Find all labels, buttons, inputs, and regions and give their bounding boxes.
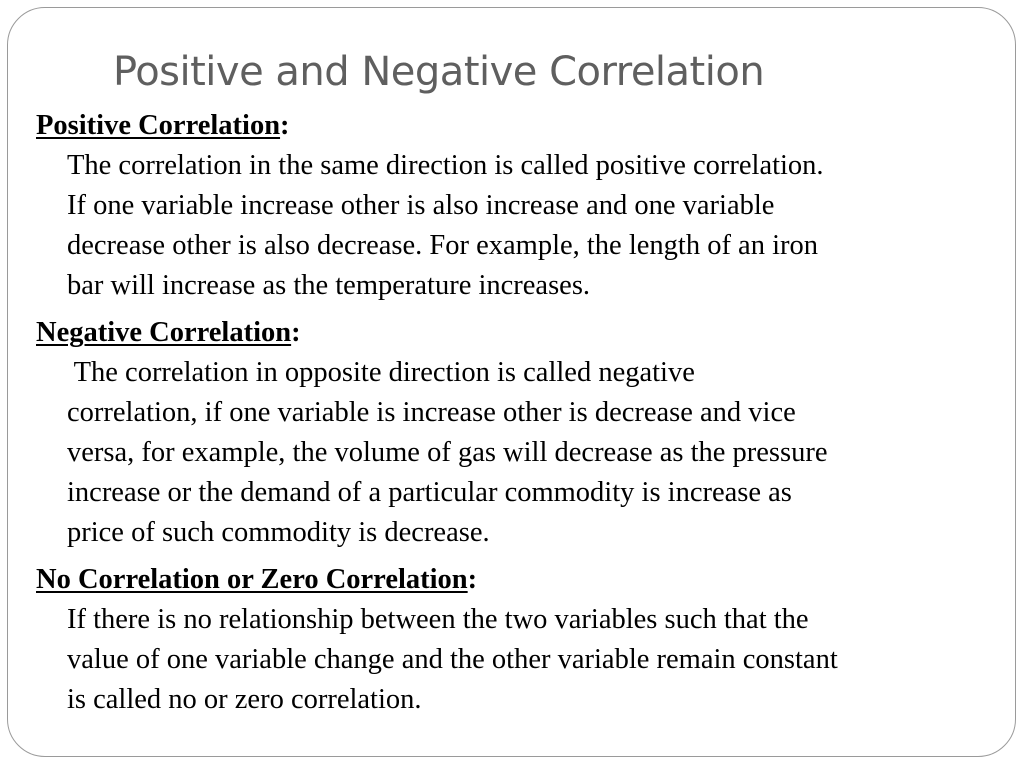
paragraph-line: versa, for example, the volume of gas will decrease as the pressure [67, 437, 828, 468]
section-heading [36, 106, 986, 146]
slide-title: Positive and Negative Correlation [113, 49, 765, 95]
section-paragraph [67, 600, 986, 720]
paragraph-line: is called no or zero correlation. [67, 684, 422, 715]
section-paragraph [67, 146, 986, 306]
slide-body [36, 106, 986, 727]
heading-label: Positive Correlation [36, 110, 281, 141]
section-negative-correlation [36, 313, 986, 553]
paragraph-line: increase or the demand of a particular commodity is increase as [67, 477, 792, 508]
section-heading [36, 560, 986, 600]
section-paragraph [67, 353, 986, 553]
paragraph-line: decrease other is also decrease. For example, the length of an iron [67, 230, 818, 261]
section-zero-correlation [36, 560, 986, 720]
paragraph-line: correlation, if one variable is increase other is decrease and vice [67, 397, 796, 428]
paragraph-line: value of one variable change and the other variable remain constant [67, 644, 838, 675]
section-positive-correlation [36, 106, 986, 306]
heading-colon: : [467, 564, 478, 595]
heading-label: Negative Correlation [36, 317, 292, 348]
paragraph-line: If one variable increase other is also increase and one variable [67, 190, 775, 221]
paragraph-line: bar will increase as the temperature increases. [67, 270, 591, 301]
paragraph-line: The correlation in opposite direction is called negative [67, 357, 695, 388]
heading-colon: : [291, 317, 301, 348]
paragraph-line: price of such commodity is decrease. [67, 517, 490, 548]
section-heading [36, 313, 986, 353]
paragraph-line: The correlation in the same direction is called positive correlation. [67, 150, 824, 181]
heading-colon: : [280, 110, 290, 141]
paragraph-line: If there is no relationship between the two variables such that the [67, 604, 809, 635]
heading-label: No Correlation or Zero Correlation [36, 564, 468, 595]
